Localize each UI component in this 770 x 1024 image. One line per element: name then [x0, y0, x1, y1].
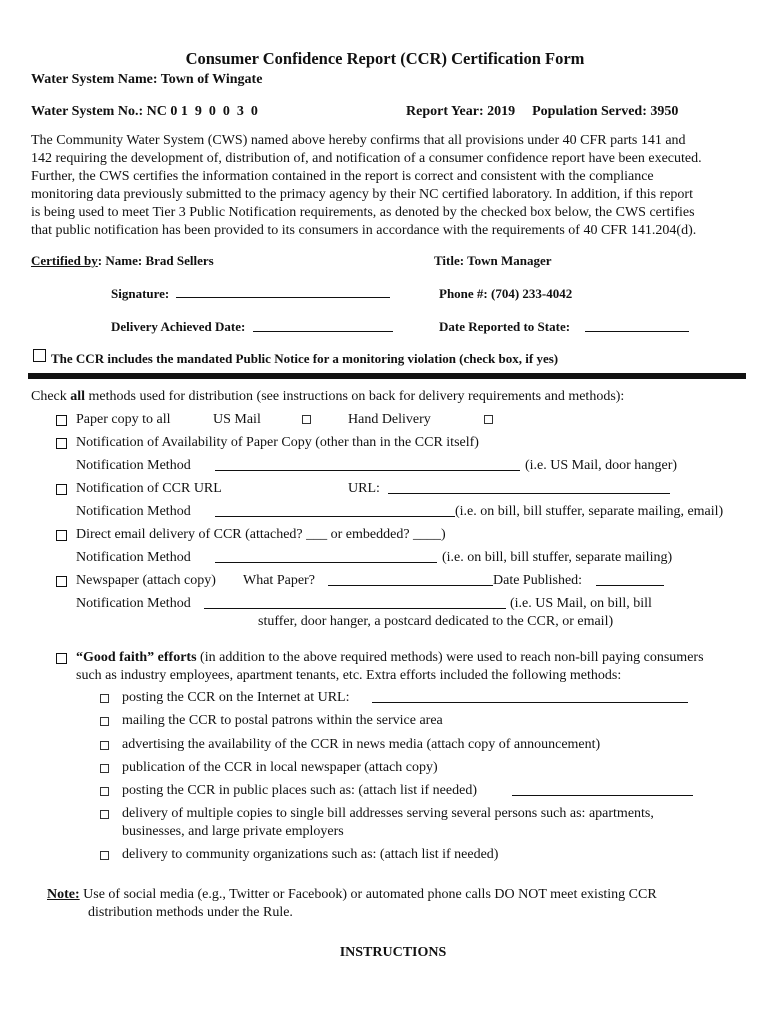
report-year-label: Report Year: — [406, 104, 484, 119]
population-label: Population Served: — [532, 104, 647, 119]
good-faith-checkbox[interactable] — [56, 653, 67, 664]
gf-publication-checkbox[interactable] — [100, 764, 109, 773]
intro-line-5: is being used to meet Tier 3 Public Notification requirements, as denoted by the checked box below, the CWS certifies — [31, 205, 695, 220]
direct-email-label: Direct email delivery of CCR (attached? ___ or embedded? ____) — [76, 527, 446, 542]
note-line-2: distribution methods under the Rule. — [88, 905, 293, 920]
gf-internet-url-field[interactable] — [372, 702, 688, 703]
gf-internet-label: posting the CCR on the Internet at URL: — [122, 690, 350, 705]
availability-method-field[interactable] — [215, 470, 520, 471]
intro-line-1: The Community Water System (CWS) named above hereby confirms that all provisions under 40 CFR parts 141 and — [31, 133, 686, 148]
phone-value: (704) 233-4042 — [491, 286, 573, 301]
certified-title-row — [434, 252, 552, 269]
gf-public-places-checkbox[interactable] — [100, 787, 109, 796]
url-notification-method: Notification Method — [76, 504, 191, 519]
good-faith-line-2: such as industry employees, apartment tenants, etc. Extra efforts included the following methods: — [76, 668, 622, 683]
what-paper-label: What Paper? — [243, 573, 315, 588]
gf-advertising-label: advertising the availability of the CCR in news media (attach copy of announcement) — [122, 737, 601, 752]
certified-title-label: Title: — [434, 253, 465, 268]
availability-label: Notification of Availability of Paper Copy (other than in the CCR itself) — [76, 435, 479, 450]
gf-multiple-copies-checkbox[interactable] — [100, 810, 109, 819]
email-notification-method: Notification Method — [76, 550, 191, 565]
public-notice-checkbox[interactable] — [33, 349, 46, 362]
date-published-label: Date Published: — [493, 573, 583, 588]
phone-row — [439, 285, 572, 302]
signature-label: Signature: — [111, 286, 170, 301]
delivery-date-label: Delivery Achieved Date: — [111, 319, 246, 334]
delivery-date-field[interactable] — [253, 331, 393, 332]
form-title: Consumer Confidence Report (CCR) Certification Form — [185, 49, 585, 68]
direct-email-checkbox[interactable] — [56, 530, 67, 541]
newspaper-notification-method: Notification Method — [76, 596, 191, 611]
gf-community-checkbox[interactable] — [100, 851, 109, 860]
url-method-field[interactable] — [215, 516, 455, 517]
hand-delivery-checkbox[interactable] — [484, 415, 493, 424]
us-mail-label: US Mail — [213, 412, 261, 427]
instructions-heading: INSTRUCTIONS — [339, 945, 447, 960]
phone-label: Phone #: — [439, 286, 488, 301]
newspaper-checkbox[interactable] — [56, 576, 67, 587]
system-no-value: NC 0 1 9 0 0 3 0 — [146, 104, 258, 119]
certified-name-value: Brad Sellers — [145, 253, 214, 268]
intro-line-6: that public notification has been provided to its consumers in accordance with the requirements of 40 CFR 141.204(d). — [31, 223, 697, 238]
intro-line-4: monitoring data previously submitted to the primacy agency by their NC certified laboratory. In addition, if this report — [31, 187, 693, 202]
note-line-1: Note: Use of social media (e.g., Twitter or Facebook) or automated phone calls DO NOT meet existing CCR — [47, 887, 657, 902]
gf-mailing-label: mailing the CCR to postal patrons within the service area — [122, 713, 443, 728]
hand-delivery-label: Hand Delivery — [348, 412, 431, 427]
report-year-row — [406, 103, 678, 120]
newspaper-method-field[interactable] — [204, 608, 506, 609]
url-hint: (i.e. on bill, bill stuffer, separate mailing, email) — [455, 504, 724, 519]
certified-title-value: Town Manager — [467, 253, 552, 268]
gf-publication-label: publication of the CCR in local newspaper (attach copy) — [122, 760, 438, 775]
gf-internet-checkbox[interactable] — [100, 694, 109, 703]
system-name-value: Town of Wingate — [160, 72, 263, 87]
gf-advertising-checkbox[interactable] — [100, 741, 109, 750]
system-no-row — [31, 103, 258, 120]
newspaper-hint-1: (i.e. US Mail, on bill, bill — [510, 596, 652, 611]
certified-name-label: Name: — [105, 253, 143, 268]
note-label: Note: — [47, 887, 80, 902]
gf-multiple-copies-label: delivery of multiple copies to single bill addresses serving several persons such as: apartments, — [122, 806, 654, 821]
newspaper-label: Newspaper (attach copy) — [76, 573, 216, 588]
certified-by-label: Certified by — [31, 253, 98, 268]
intro-line-2: 142 requiring the development of, distribution of, and notification of a consumer confidence report have been executed. — [31, 151, 702, 166]
availability-hint: (i.e. US Mail, door hanger) — [525, 458, 678, 473]
availability-checkbox[interactable] — [56, 438, 67, 449]
gf-public-places-field[interactable] — [512, 795, 693, 796]
report-year-value: 2019 — [487, 104, 516, 119]
gf-mailing-checkbox[interactable] — [100, 717, 109, 726]
url-field[interactable] — [388, 493, 670, 494]
methods-intro-all: all — [70, 389, 86, 404]
signature-field[interactable] — [176, 297, 390, 298]
newspaper-hint-2: stuffer, door hanger, a postcard dedicated to the CCR, or email) — [258, 614, 614, 629]
certified-row: Certified by: Name: Brad Sellers — [31, 253, 214, 268]
gf-multiple-copies-label-2: businesses, and large private employers — [122, 824, 344, 839]
email-method-field[interactable] — [215, 562, 437, 563]
reported-date-field[interactable] — [585, 331, 689, 332]
paper-copy-checkbox[interactable] — [56, 415, 67, 426]
intro-line-3: Further, the CWS certifies the information contained in the report is correct and consistent with the compliance — [31, 169, 654, 184]
what-paper-field[interactable] — [328, 585, 493, 586]
url-label: URL: — [348, 481, 380, 496]
good-faith-line-1: “Good faith” efforts (in addition to the above required methods) were used to reach non-bill paying consumers — [76, 650, 704, 665]
date-published-field[interactable] — [596, 585, 664, 586]
availability-notification-method: Notification Method — [76, 458, 191, 473]
gf-public-places-label: posting the CCR in public places such as: (attach list if needed) — [122, 783, 477, 798]
ccr-url-checkbox[interactable] — [56, 484, 67, 495]
email-hint: (i.e. on bill, bill stuffer, separate mailing) — [442, 550, 673, 565]
public-notice-label: The CCR includes the mandated Public Notice for a monitoring violation (check box, if yes) — [51, 351, 559, 366]
us-mail-checkbox[interactable] — [302, 415, 311, 424]
good-faith-bold: “Good faith” efforts — [76, 650, 197, 665]
population-value: 3950 — [650, 104, 679, 119]
system-name-label: Water System Name: — [31, 72, 158, 87]
gf-community-label: delivery to community organizations such as: (attach list if needed) — [122, 847, 499, 862]
reported-date-label: Date Reported to State: — [439, 319, 571, 334]
system-no-label: Water System No.: — [31, 104, 144, 119]
section-divider — [28, 373, 746, 379]
system-name-row — [31, 71, 262, 88]
ccr-url-label: Notification of CCR URL — [76, 481, 222, 496]
paper-copy-label: Paper copy to all — [76, 412, 171, 427]
methods-intro: Check all methods used for distribution (see instructions on back for delivery requirements and methods): — [31, 389, 625, 404]
